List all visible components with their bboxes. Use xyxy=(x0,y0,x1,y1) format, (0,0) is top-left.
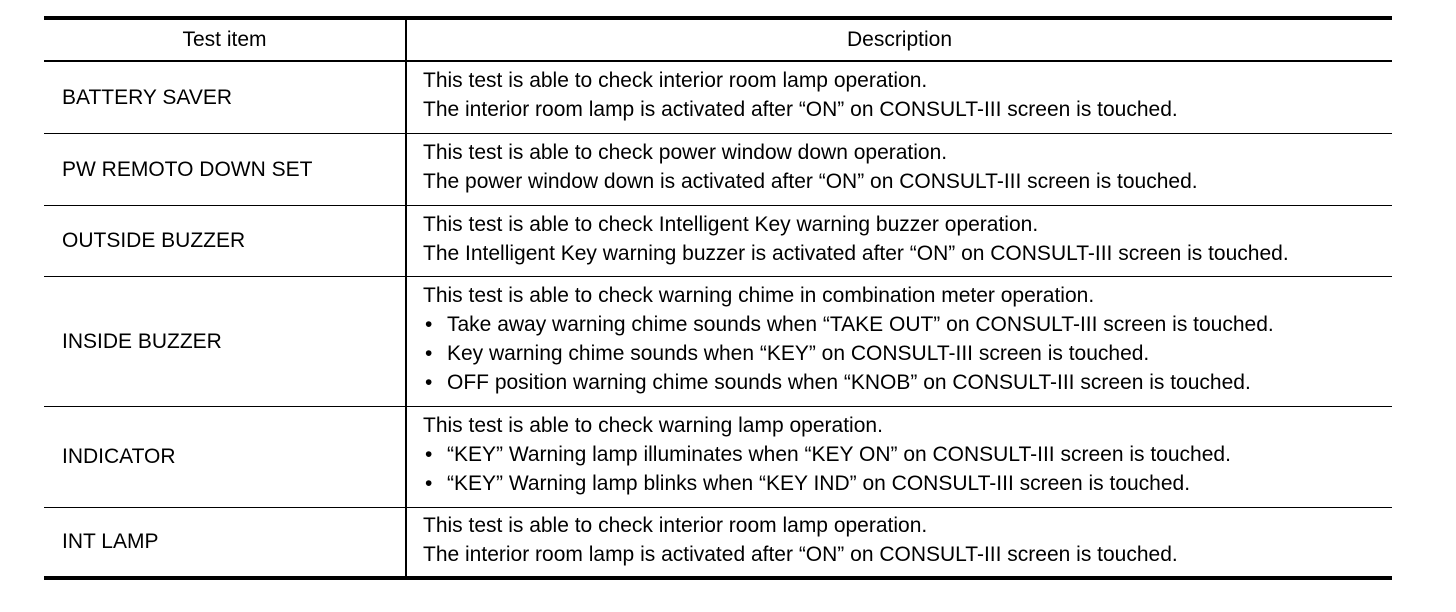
table-row xyxy=(44,507,1392,578)
header-test-item: Test item xyxy=(44,18,406,61)
description-bullet: • OFF position warning chime sounds when “KNOB” on CONSULT-III screen is touched. xyxy=(423,368,1392,397)
description-line: This test is able to check Intelligent Key warning buzzer operation. xyxy=(423,212,1039,236)
test-item-name: BATTERY SAVER xyxy=(44,61,406,133)
active-test-table xyxy=(44,16,1392,580)
header-description: Description xyxy=(406,18,1392,61)
table-header-row xyxy=(44,18,1392,61)
table-row xyxy=(44,133,1392,205)
description-line: This test is able to check warning chime in combination meter operation. xyxy=(423,284,1095,307)
description-bullet: • “KEY” Warning lamp illuminates when “KEY ON” on CONSULT-III screen is touched. xyxy=(423,440,1392,469)
description-line: This test is able to check interior room lamp operation. xyxy=(423,513,928,537)
test-item-name: PW REMOTO DOWN SET xyxy=(44,133,406,205)
description-bullet: • “KEY” Warning lamp blinks when “KEY IND” on CONSULT-III screen is touched. xyxy=(423,469,1392,498)
table-row xyxy=(44,205,1392,276)
description-line: The Intelligent Key warning buzzer is activated after “ON” on CONSULT-III screen is touched. xyxy=(423,241,1289,265)
table-row xyxy=(44,276,1392,406)
table-row xyxy=(44,61,1392,133)
test-item-description xyxy=(406,205,1392,276)
test-item-description xyxy=(406,61,1392,133)
description-line: This test is able to check power window down operation. xyxy=(423,141,948,164)
test-item-description xyxy=(406,133,1392,205)
description-line: The power window down is activated after “ON” on CONSULT-III screen is touched. xyxy=(423,170,1198,193)
test-item-name: INDICATOR xyxy=(44,406,406,507)
description-bullet: • Take away warning chime sounds when “TAKE OUT” on CONSULT-III screen is touched. xyxy=(423,310,1392,339)
description-line: This test is able to check interior room lamp operation. xyxy=(423,69,928,93)
description-line: The interior room lamp is activated after “ON” on CONSULT-III screen is touched. xyxy=(423,542,1178,566)
test-item-name: INSIDE BUZZER xyxy=(44,276,406,406)
description-line: The interior room lamp is activated after “ON” on CONSULT-III screen is touched. xyxy=(423,98,1178,122)
test-item-description xyxy=(406,507,1392,578)
description-line: This test is able to check warning lamp operation. xyxy=(423,414,883,437)
test-item-name: INT LAMP xyxy=(44,507,406,578)
test-item-name: OUTSIDE BUZZER xyxy=(44,205,406,276)
table-row xyxy=(44,406,1392,507)
test-item-description xyxy=(406,276,1392,406)
description-bullet: • Key warning chime sounds when “KEY” on CONSULT-III screen is touched. xyxy=(423,339,1392,368)
test-item-description xyxy=(406,406,1392,507)
